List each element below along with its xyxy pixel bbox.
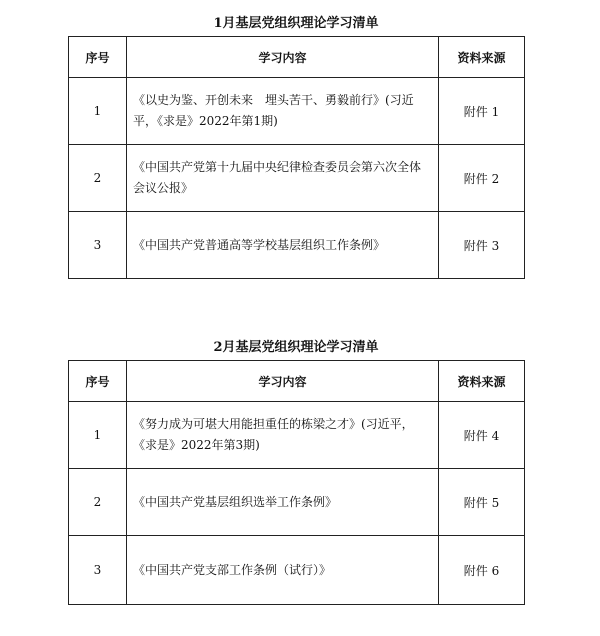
row-content: 《中国共产党第十九届中央纪律检查委员会第六次全体会议公报》: [127, 145, 439, 212]
row-source: 附件 2: [439, 145, 525, 212]
table-row: [69, 145, 525, 212]
study-list-february: [68, 338, 524, 605]
table-header-row: [69, 361, 525, 402]
header-content: 学习内容: [127, 37, 439, 78]
header-num: 序号: [69, 361, 127, 402]
study-table: [68, 36, 525, 279]
row-content: 《中国共产党基层组织选举工作条例》: [127, 469, 439, 536]
header-source: 资料来源: [439, 361, 525, 402]
header-num: 序号: [69, 37, 127, 78]
row-num: 2: [69, 469, 127, 536]
table-title: 1月基层党组织理论学习清单: [213, 16, 379, 31]
row-source: 附件 6: [439, 536, 525, 605]
row-source: 附件 1: [439, 78, 525, 145]
study-table: [68, 360, 525, 605]
table-row: [69, 536, 525, 605]
table-row: [69, 469, 525, 536]
row-num: 3: [69, 536, 127, 605]
row-content: 《以史为鉴、开创未来 埋头苦干、勇毅前行》(习近平，《求是》2022年第1期): [127, 78, 439, 145]
table-row: [69, 78, 525, 145]
row-num: 3: [69, 212, 127, 279]
row-content: 《努力成为可堪大用能担重任的栋梁之才》(习近平，《求是》2022年第3期): [127, 402, 439, 469]
table-header-row: [69, 37, 525, 78]
table-row: [69, 212, 525, 279]
row-num: 2: [69, 145, 127, 212]
row-source: 附件 5: [439, 469, 525, 536]
header-content: 学习内容: [127, 361, 439, 402]
row-content: 《中国共产党支部工作条例（试行）》: [127, 536, 439, 605]
header-source: 资料来源: [439, 37, 525, 78]
row-source: 附件 3: [439, 212, 525, 279]
row-num: 1: [69, 78, 127, 145]
table-title: 2月基层党组织理论学习清单: [213, 340, 379, 355]
table-row: [69, 402, 525, 469]
row-source: 附件 4: [439, 402, 525, 469]
row-content: 《中国共产党普通高等学校基层组织工作条例》: [127, 212, 439, 279]
row-num: 1: [69, 402, 127, 469]
study-list-january: [68, 14, 524, 279]
